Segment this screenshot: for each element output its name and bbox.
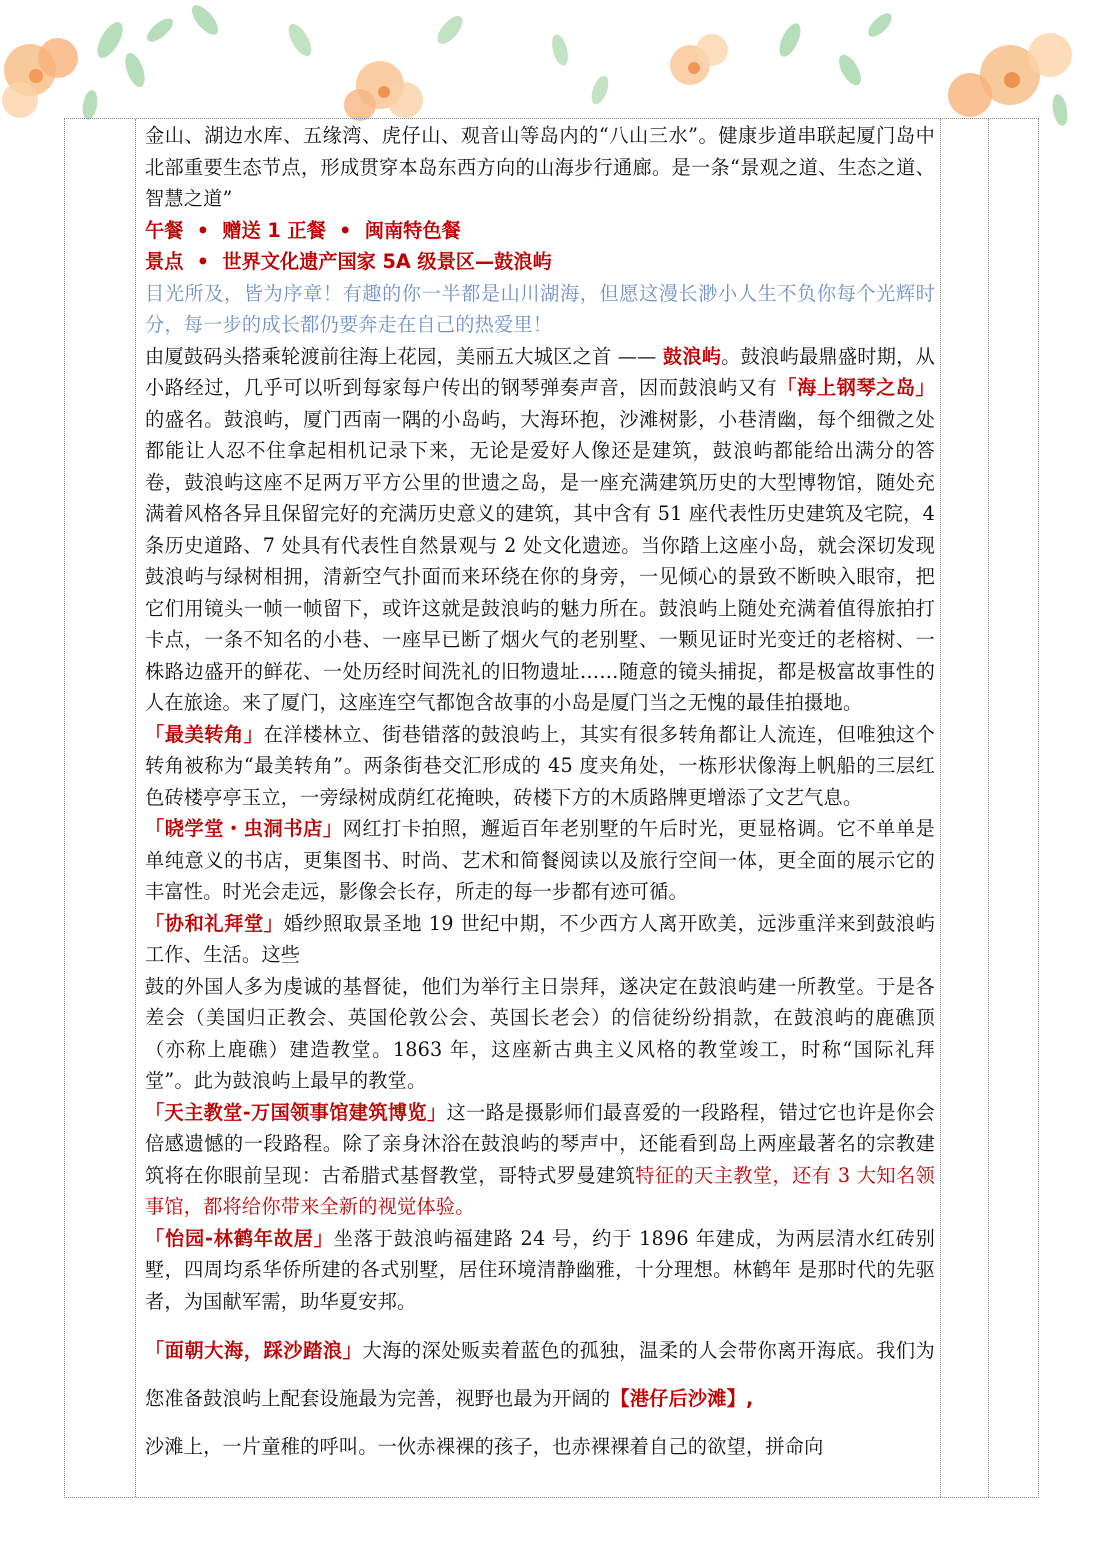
gulangyu-paragraph: [145, 341, 935, 719]
paragraph-spacer: [145, 1317, 935, 1327]
bookstore-paragraph: [145, 813, 935, 908]
intro-paragraph: 金山、湖边水库、五缘湾、虎仔山、观音山等岛内的“八山三水”。健康步道串联起厦门岛中北部重要生态节点，形成贯穿本岛东西方向的山海步行通廊。是一条“景观之道、生态之道、智慧之道”: [145, 124, 935, 210]
beach-paragraph: [145, 1327, 935, 1423]
beach-spot: 【港仔后沙滩】,: [610, 1387, 754, 1410]
gulangyu-name: 鼓浪屿: [662, 344, 722, 368]
church-paragraph-continued: 鼓的外国人多为虔诚的基督徒，他们为举行主日崇拜，遂决定在鼓浪屿建一所教堂。于是各差会（美国归正教会、英国伦敦公会、英国长老会）的信徒纷纷捐款，在鼓浪屿的鹿礁顶（亦称上鹿礁）建造教堂。1863 年，这座新古典主义风格的教堂竣工，时称“国际礼拜堂”。此为鼓浪屿上最早的教堂。: [145, 974, 935, 1092]
yiyuan-tag: 「怡园-林鹤年故居」: [145, 1226, 334, 1250]
quote-paragraph: 目光所及，皆为序章！有趣的你一半都是山川湖海，但愿这漫长渺小人生不负你每个光辉时分，每一步的成长都仍要奔走在自己的热爱里！: [145, 281, 935, 336]
floral-header-decoration: [0, 0, 1103, 130]
gulangyu-mid: 。鼓浪屿最鼎盛时期，从小路经过，几乎可以听到每家每户传出的钢琴弹奏声音，因而鼓浪屿又有: [145, 344, 935, 399]
church-tag: 「协和礼拜堂」: [145, 911, 284, 935]
beach-tag: 「面朝大海，踩沙踏浪」: [145, 1339, 363, 1362]
yiyuan-paragraph: [145, 1223, 935, 1318]
corner-tag: 「最美转角」: [145, 722, 264, 746]
church-paragraph: [145, 908, 935, 971]
leaf-icon: [81, 1, 223, 121]
catholic-tag: 「天主教堂-万国领事馆建筑博览」: [145, 1100, 447, 1124]
church-text: 婚纱照取景圣地 19 世纪中期，不少西方人离开欧美，远涉重洋来到鼓浪屿工作、生活。这些: [145, 911, 935, 966]
yiyuan-text: 坐落于鼓浪屿福建路 24 号，约于 1896 年建成，为两层清水红砖别墅，四周均系华侨所建的各式别墅，居住环境清静幽雅，十分理想。林鹤年 是那时代的先驱者，为国献军需，助华夏安邦。: [145, 1226, 935, 1313]
catholic-text: 这一路是摄影师们最喜爱的一段路程，错过它也许是你会倍感遗憾的一段路程。除了亲身沐浴在鼓浪屿的琴声中，还能看到岛上两座最著名的宗教建筑将在你眼前呈现：古希腊式基督教堂，哥特式罗曼建筑: [145, 1100, 935, 1187]
beach-text: 大海的深处贩卖着蓝色的孤独，温柔的人会带你离开海底。我们为您准备鼓浪屿上配套设施最为完善，视野也最为开阔的: [145, 1339, 935, 1410]
bookstore-tag: 「晓学堂・虫洞书店」: [145, 817, 343, 840]
table-column-divider: [940, 119, 941, 1497]
lunch-heading: 午餐 • 赠送 1 正餐 • 闽南特色餐: [145, 218, 461, 242]
beach-paragraph-continued: 沙滩上，一片童稚的呼叫。一伙赤裸裸的孩子，也赤裸裸着自己的欲望，拼命向: [145, 1435, 824, 1458]
gulangyu-rest: 的盛名。鼓浪屿，厦门西南一隅的小岛屿，大海环抱，沙滩树影，小巷清幽，每个细微之处都能让人忍不住拿起相机记录下来，无论是爱好人像还是建筑，鼓浪屿都能给出满分的答卷，鼓浪屿这座不足两万平方公里的世遗之岛，是一座充满建筑历史的大型博物馆，随处充满着风格各异且保留完好的充满历史意义的建筑，其中含有 51 座代表性历史建筑及宅院，4 条历史道路、7 处具有代表性自然景观与 2 处文化遗迹。当你踏上这座小岛，就会深切发现鼓浪屿与绿树相拥，清新空气扑面而来环绕在你的身旁，一见倾心的景致不断映入眼帘，把它们用镜头一帧一帧留下，或许这就是鼓浪屿的魅力所在。鼓浪屿上随处充满着值得旅拍打卡点，一条不知名的小巷、一座早已断了烟火气的老别墅、一颗见证时光变迁的老榕树、一株路边盛开的鲜花、一处历经时间洗礼的旧物遗址……随意的镜头捕捉，都是极富故事性的人在旅途。来了厦门，这座连空气都饱含故事的小岛是厦门当之无愧的最佳拍摄地。: [145, 407, 935, 714]
corner-paragraph: [145, 719, 935, 814]
leaf-icon: [284, 12, 612, 107]
catholic-red-text: 特征的天主教堂，还有 3 大知名领事馆，都将给你带来全新的视觉体验。: [145, 1163, 935, 1218]
table-column-divider: [988, 119, 989, 1497]
piano-island-tag: 「海上钢琴之岛」: [777, 376, 935, 399]
flower-icon: [344, 61, 423, 121]
bookstore-text: 网红打卡拍照，邂逅百年老别墅的午后时光，更显格调。它不单单是单纯意义的书店，更集图书、时尚、艺术和简餐阅读以及旅行空间一体，更全面的展示它的丰富性。时光会走远，影像会长存，所走的每一步都有迹可循。: [145, 817, 935, 903]
table-column-divider: [135, 119, 136, 1497]
flower-icon: [670, 34, 728, 85]
corner-text: 在洋楼林立、街巷错落的鼓浪屿上，其实有很多转角都让人流连，但唯独这个转角被称为“最美转角”。两条街巷交汇形成的 45 度夹角处，一栋形状像海上帆船的三层红色砖楼亭亭玉立，一旁绿树成荫红花掩映，砖楼下方的木质路牌更增添了文艺气息。: [145, 722, 935, 809]
itinerary-content: [145, 120, 935, 1498]
gulangyu-lead: 由厦鼓码头搭乘轮渡前往海上花园，美丽五大城区之首 ——: [145, 344, 663, 368]
spot-heading: 景点 • 世界文化遗产国家 5A 级景区—鼓浪屿: [145, 250, 552, 273]
flower-icon: [2, 38, 78, 118]
catholic-paragraph: [145, 1097, 935, 1223]
